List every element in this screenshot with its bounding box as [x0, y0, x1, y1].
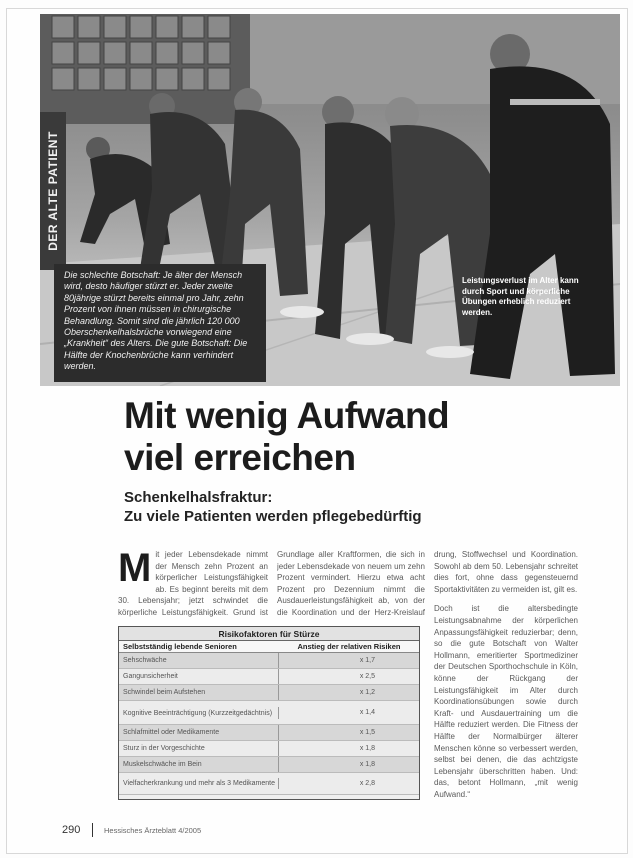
drop-cap: M [118, 549, 152, 590]
table-cell-factor: Schlafmittel oder Medikamente [119, 725, 279, 740]
intro-box-text: Die schlechte Botschaft: Je älter der Mensch wird, desto häufiger stürzt er. Jeder zweite 80jährige stürzt bereits einmal pro Jahr, zehn Prozent von ihnen müssen in chirurgische Behandlung. Somit sind die jährlich 120 000 Oberschenkelhalsbrüche vorwiegend eine „Krankheit“ des Alters. Die gute Botschaft: Die Hälfte der Knochenbrüche kann verhindert werden. [64, 270, 248, 372]
section-tag-label: DER ALTE PATIENT [46, 131, 60, 251]
risk-factors-table [118, 626, 420, 800]
table-row [119, 685, 419, 701]
table-row [119, 725, 419, 741]
table-cell-factor: Gangunsicherheit [119, 669, 279, 684]
subheadline-line-2: Zu viele Patienten werden pflegebedürftig [124, 508, 422, 525]
intro-box [54, 264, 266, 382]
table-cell-factor: Vielfacherkrankung und mehr als 3 Medikamente [119, 778, 279, 789]
table-cell-factor: Kognitive Beeinträchtigung (Kurzzeitgedächtnis) [119, 707, 279, 719]
table-body [119, 653, 419, 795]
body-column-3 [434, 549, 578, 808]
headline-line-1: Mit wenig Aufwand [124, 395, 450, 436]
table-cell-factor: Sturz in der Vorgeschichte [119, 741, 279, 756]
footer-source: Hessisches Ärzteblatt 4/2005 [104, 826, 202, 835]
body-column-2-text: Grundlage aller Kraftformen, die sich in jeder Lebensdekade von neuem um zehn Prozent vermindert. Hierzu etwa acht Prozent pro Dezennium nimmt die Ausdauerleistungsfähigkeit ab, von der die Koordination und der Herz-Kreislauf [277, 550, 425, 617]
page-number: 290 [62, 824, 81, 836]
table-cell-value: x 1,8 [359, 745, 375, 752]
table-cell-value: x 2,8 [359, 779, 375, 787]
footer-divider [92, 823, 93, 837]
headline-line-2: viel erreichen [124, 437, 356, 478]
table-cell-factor: Schwindel beim Aufstehen [119, 685, 279, 700]
table-row [119, 773, 419, 795]
table-row [119, 669, 419, 685]
table-header-value: Anstieg der relativen Risiken [297, 642, 401, 651]
table-cell-value: x 1,4 [359, 708, 375, 716]
table-cell-value: x 1,7 [359, 657, 375, 664]
headline [124, 395, 544, 479]
body-column-3-paragraph-1: drung, Stoffwechsel und Koordination. Sowohl ab dem 50. Lebensjahr schreitet dies fort, ohne dass gegensteuernd Sportaktivitäten zu vermeiden ist, gilt es. [434, 550, 578, 594]
table-cell-factor: Muskelschwäche im Bein [119, 757, 279, 772]
table-cell-value: x 1,2 [359, 689, 375, 696]
body-column-3-paragraph-2: Doch ist die altersbedingte Leistungsabnahme der körperlichen Anpassungsfähigkeit reduzierbar; denn, so die gute Botschaft von Walter Hollmann, emeritierter Sportmediziner der Deutschen Sporthochschule in Köln, könne der Rückgang der Leistungsfähigkeit im Alter durch Koordinationsübungen sowie durch Kraft- und Ausdauertraining um die Hälfte reduziert werden. Die Fitness der Hälfte der Normalbürger älterer Menschen könne so verbessert werden, selbst bei denen, die das achtzigste Lebensjahr überschritten haben. Und: das, betont Hollmann, „mit wenig Aufwand.“ [434, 604, 578, 799]
table-cell-value: x 1,5 [359, 729, 375, 736]
table-cell-factor: Sehschwäche [119, 653, 279, 668]
table-row [119, 757, 419, 773]
subheadline-line-1: Schenkelhalsfraktur: [124, 489, 273, 506]
table-row [119, 653, 419, 669]
table-header-factor: Selbstständig lebende Senioren [123, 642, 237, 651]
section-tag [40, 112, 66, 270]
table-title: Risikofaktoren für Stürze [119, 627, 419, 641]
body-column-2 [277, 549, 425, 621]
subheadline [124, 488, 564, 526]
photo-caption: Leistungsverlust im Alter kann durch Sport und körperliche Übungen erheblich reduziert werden. [462, 276, 579, 317]
table-row [119, 741, 419, 757]
body-column-1-text: it jeder Lebensdekade nimmt der Mensch zehn Prozent an körperlicher Leistungsfähigkeit ab. Es beginnt bereits mit dem 30. Lebensjahr; jetzt schwindet die körperliche Leistungsfähigkeit. Grund ist [118, 550, 268, 617]
table-cell-value: x 1,8 [359, 761, 375, 768]
table-row [119, 701, 419, 725]
body-column-1 [118, 549, 268, 621]
table-cell-value: x 2,5 [359, 673, 375, 680]
table-header [119, 641, 419, 653]
